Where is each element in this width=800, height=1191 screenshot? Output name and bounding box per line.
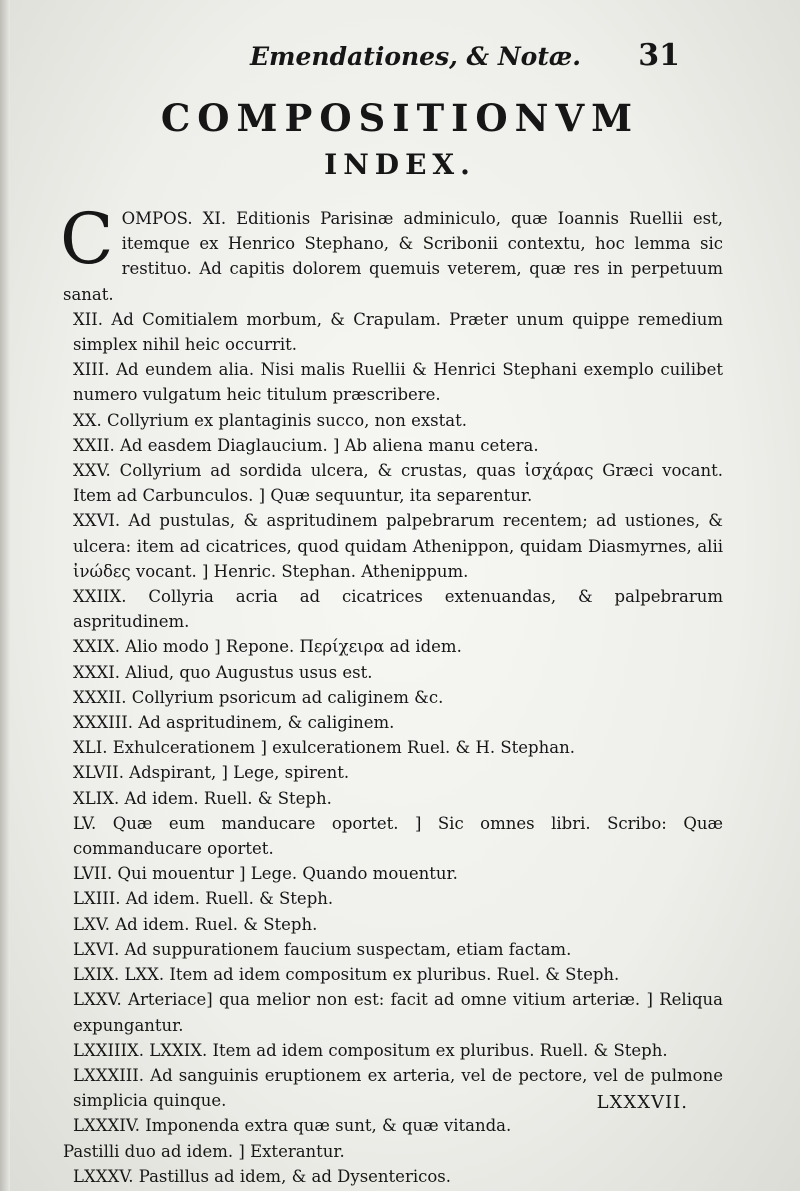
index-entry: LVII. Qui mouentur ] Lege. Quando mouentur. <box>73 864 458 884</box>
index-body <box>60 198 723 1189</box>
index-entry: XLIX. Ad idem. Ruell. & Steph. <box>73 788 332 808</box>
index-entry: XXVI. Ad pustulas, & aspritudinem palpebrarum recentem; ad ustiones, & ulcera: item ad cicatrices, quod quidam Athenippon, quidam Diasmyrnes, alii ἰνώδες vocant. ] Henric. Stephan. Athenippum. <box>73 511 723 581</box>
index-entry: LV. Quæ eum manducare oportet. ] Sic omnes libri. Scribo: Quæ commanducare oportet. <box>73 813 723 859</box>
index-entry: XLI. Exhulcerationem ] exulcerationem Ruel. & H. Stephan. <box>73 738 575 758</box>
index-entry: LXV. Ad idem. Ruel. & Steph. <box>73 914 318 934</box>
index-entry: Pastilli duo ad idem. ] Exterantur. <box>63 1141 345 1161</box>
index-entry: XLVII. Adspirant, ] Lege, spirent. <box>73 763 350 783</box>
page-header <box>250 38 680 82</box>
index-entry: LXXXIV. Imponenda extra quæ sunt, & quæ vitanda. <box>73 1116 512 1136</box>
index-entry: XIII. Ad eundem alia. Nisi malis Ruellii & Henrici Stephani exemplo cuilibet numero vulgatum heic titulum præscribere. <box>73 360 723 405</box>
running-head: Emendationes, & Notæ. <box>250 42 581 71</box>
index-entry: LXXXIII. Ad sanguinis eruptionem ex arteria, vel de pectore, vel de pulmone simplicia quinque. <box>73 1065 723 1111</box>
page-subtitle: INDEX. <box>324 148 476 181</box>
catchword: LXXXVII. <box>596 1092 688 1113</box>
index-entry: LXIII. Ad idem. Ruell. & Steph. <box>73 889 334 909</box>
index-entry: LXXXV. Pastillus ad idem, & ad Dysentericos. <box>73 1166 452 1186</box>
index-entry: LXVI. Ad suppurationem faucium suspectam, etiam factam. <box>73 939 572 959</box>
index-entry: LXIX. LXX. Item ad idem compositum ex pluribus. Ruel. & Steph. <box>73 965 620 985</box>
index-entry: XX. Collyrium ex plantaginis succo, non exstat. <box>73 410 467 430</box>
index-entry: XII. Ad Comitialem morbum, & Crapulam. Præter unum quippe remedium simplex nihil heic occurrit. <box>73 309 723 355</box>
page-title: COMPOSITIONVM <box>160 96 640 140</box>
drop-cap: C <box>60 198 114 280</box>
index-entry: XXIIX. Collyria acria ad cicatrices extenuandas, & palpebrarum aspritudinem. <box>73 587 723 632</box>
index-entry: XXII. Ad easdem Diaglaucium. ] Ab aliena manu cetera. <box>73 435 539 455</box>
index-entry: XXXI. Aliud, quo Augustus usus est. <box>73 662 373 682</box>
index-entry: LXXV. Arteriace] qua melior non est: facit ad omne vitium arteriæ. ] Reliqua expungantur. <box>73 990 723 1035</box>
index-entry <box>60 198 723 307</box>
index-entry: XXXII. Collyrium psoricum ad caliginem &c. <box>73 687 444 707</box>
index-entry: XXV. Collyrium ad sordida ulcera, & crustas, quas ἰσχάρας Græci vocant. Item ad Carbunculos. ] Quæ sequuntur, ita separentur. <box>73 461 723 506</box>
index-entry: LXXIIIX. LXXIX. Item ad idem compositum ex pluribus. Ruell. & Steph. <box>73 1040 668 1060</box>
index-entry: XXXIII. Ad aspritudinem, & caliginem. <box>73 713 395 733</box>
index-entry: XXIX. Alio modo ] Repone. Περίχειρα ad idem. <box>73 637 462 657</box>
page-number: 31 <box>638 38 680 73</box>
entry-text: OMPOS. XI. Editionis Parisinæ adminiculo, quæ Ioannis Ruellii est, itemque ex Henrico Stephano, & Scribonii contextu, hoc lemma sic restituo. Ad capitis dolorem quemuis veterem, quæ res in perpetuum sanat. <box>63 209 723 304</box>
